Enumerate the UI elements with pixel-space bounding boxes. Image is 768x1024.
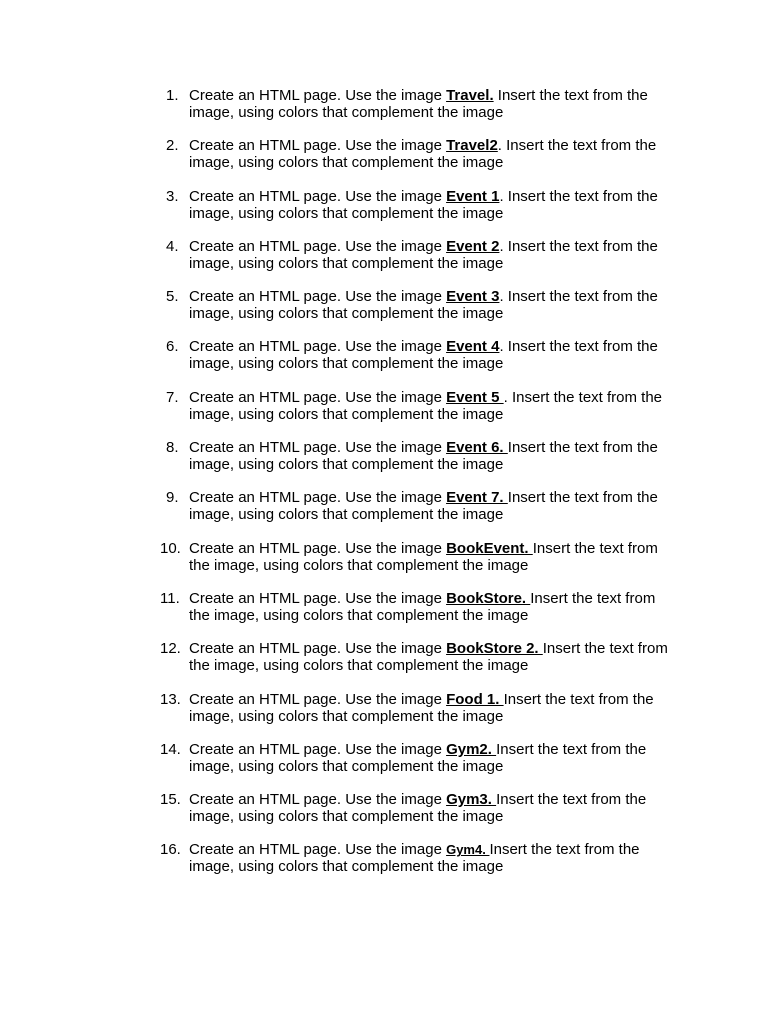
list-item-number: 8. bbox=[166, 439, 179, 457]
list-item-text-before: Create an HTML page. Use the image bbox=[189, 640, 447, 658]
image-name: Gym4. bbox=[446, 842, 490, 858]
list-item-text-before: Create an HTML page. Use the image bbox=[189, 539, 447, 557]
list-item-text-after: Insert the text from the image, using colors that complement the image bbox=[189, 589, 656, 624]
list-item bbox=[160, 489, 680, 539]
list-item-text-after: Insert the text from the image, using colors that complement the image bbox=[189, 539, 658, 574]
list-item-text bbox=[189, 741, 680, 775]
list-item-text-after: Insert the text from the image, using colors that complement the image bbox=[189, 87, 648, 121]
list-item-text-before: Create an HTML page. Use the image bbox=[189, 137, 447, 155]
list-item-number: 16. bbox=[160, 841, 181, 859]
list-item-text bbox=[189, 841, 680, 875]
list-item-number: 2. bbox=[166, 137, 179, 155]
list-item bbox=[160, 238, 680, 288]
list-item-text-before: Create an HTML page. Use the image bbox=[189, 237, 447, 255]
list-item bbox=[160, 439, 680, 489]
list-item-text bbox=[189, 389, 680, 423]
list-item-number: 10. bbox=[160, 539, 181, 557]
list-item-text-after: Insert the text from the image, using colors that complement the image bbox=[189, 690, 654, 725]
list-item-text-before: Create an HTML page. Use the image bbox=[189, 791, 447, 809]
list-item-number: 4. bbox=[166, 237, 179, 255]
list-item bbox=[160, 841, 680, 891]
list-item-number: 5. bbox=[166, 288, 179, 306]
list-item-number: 11. bbox=[160, 589, 180, 607]
list-item-text bbox=[189, 791, 680, 825]
list-item-number: 3. bbox=[166, 187, 179, 205]
list-item-text-before: Create an HTML page. Use the image bbox=[189, 489, 447, 507]
list-item-text bbox=[189, 288, 680, 322]
list-item-text bbox=[189, 338, 680, 372]
list-item bbox=[160, 791, 680, 841]
list-item-text bbox=[189, 439, 680, 473]
image-name: Travel. bbox=[446, 87, 494, 104]
image-name: Event 7. bbox=[446, 489, 508, 507]
image-name: Travel2 bbox=[446, 137, 498, 155]
list-item-text bbox=[189, 238, 680, 272]
image-name: Event 1 bbox=[446, 187, 500, 205]
list-item bbox=[160, 87, 680, 137]
image-name: Gym3. bbox=[446, 791, 497, 809]
list-item-text-before: Create an HTML page. Use the image bbox=[189, 439, 447, 457]
list-item-number: 15. bbox=[160, 791, 181, 809]
list-item-number: 6. bbox=[166, 338, 179, 356]
image-name: BookEvent. bbox=[446, 539, 533, 557]
list-item-text bbox=[189, 87, 680, 121]
list-item-number: 14. bbox=[160, 740, 181, 758]
image-name: BookStore. bbox=[446, 589, 531, 607]
list-item-text-after: Insert the text from the image, using colors that complement the image bbox=[189, 640, 668, 675]
image-name: Gym2. bbox=[446, 740, 497, 758]
list-item bbox=[160, 188, 680, 238]
image-name: BookStore 2. bbox=[446, 640, 543, 658]
list-item-number: 7. bbox=[166, 388, 179, 406]
list-item bbox=[160, 137, 680, 187]
list-item-text bbox=[189, 489, 680, 523]
list-item bbox=[160, 741, 680, 791]
list-item-text-before: Create an HTML page. Use the image bbox=[189, 87, 447, 104]
image-name: Event 4 bbox=[446, 338, 500, 356]
list-item bbox=[160, 540, 680, 590]
list-item-text-after: . Insert the text from the image, using colors that complement the image bbox=[189, 388, 663, 423]
list-item-text-after: . Insert the text from the image, using colors that complement the image bbox=[189, 187, 658, 222]
list-item-text-after: Insert the text from the image, using colors that complement the image bbox=[189, 740, 647, 775]
list-item-text-before: Create an HTML page. Use the image bbox=[189, 338, 447, 356]
list-item-text bbox=[189, 137, 680, 171]
image-name: Event 5 bbox=[446, 388, 504, 406]
image-name: Event 3 bbox=[446, 288, 500, 306]
list-item-text-after: Insert the text from the image, using colors that complement the image bbox=[189, 439, 658, 474]
list-item-text-before: Create an HTML page. Use the image bbox=[189, 690, 447, 708]
list-item-text bbox=[189, 188, 680, 222]
list-item bbox=[160, 691, 680, 741]
image-name: Event 6. bbox=[446, 439, 508, 457]
list-item-number: 12. bbox=[160, 640, 181, 658]
list-item-text-after: . Insert the text from the image, using colors that complement the image bbox=[189, 237, 658, 272]
list-item-text-after: . Insert the text from the image, using colors that complement the image bbox=[189, 137, 657, 172]
list-item-text-before: Create an HTML page. Use the image bbox=[189, 388, 447, 406]
image-name: Event 2 bbox=[446, 237, 500, 255]
list-item bbox=[160, 338, 680, 388]
list-item bbox=[160, 288, 680, 338]
list-item-text-before: Create an HTML page. Use the image bbox=[189, 589, 447, 607]
list-item-text bbox=[189, 590, 680, 624]
list-item-text bbox=[189, 640, 680, 674]
instruction-list bbox=[160, 87, 680, 892]
list-item-text-before: Create an HTML page. Use the image bbox=[189, 288, 447, 306]
list-item-number: 13. bbox=[160, 690, 181, 708]
list-item-text bbox=[189, 540, 680, 574]
list-item-text-after: Insert the text from the image, using colors that complement the image bbox=[189, 489, 658, 524]
list-item-text-after: . Insert the text from the image, using colors that complement the image bbox=[189, 288, 658, 323]
list-item-text-before: Create an HTML page. Use the image bbox=[189, 187, 447, 205]
list-item-text-before: Create an HTML page. Use the image bbox=[189, 841, 447, 859]
list-item-text-after: . Insert the text from the image, using colors that complement the image bbox=[189, 338, 658, 373]
list-item-number: 1. bbox=[166, 87, 179, 104]
list-item-number: 9. bbox=[166, 489, 179, 507]
list-item-text-before: Create an HTML page. Use the image bbox=[189, 740, 447, 758]
list-item-text bbox=[189, 691, 680, 725]
list-item-text-after: Insert the text from the image, using colors that complement the image bbox=[189, 791, 647, 826]
image-name: Food 1. bbox=[446, 690, 504, 708]
list-item bbox=[160, 590, 680, 640]
list-item bbox=[160, 640, 680, 690]
list-item-text-after: Insert the text from the image, using colors that complement the image bbox=[189, 841, 640, 876]
list-item bbox=[160, 389, 680, 439]
